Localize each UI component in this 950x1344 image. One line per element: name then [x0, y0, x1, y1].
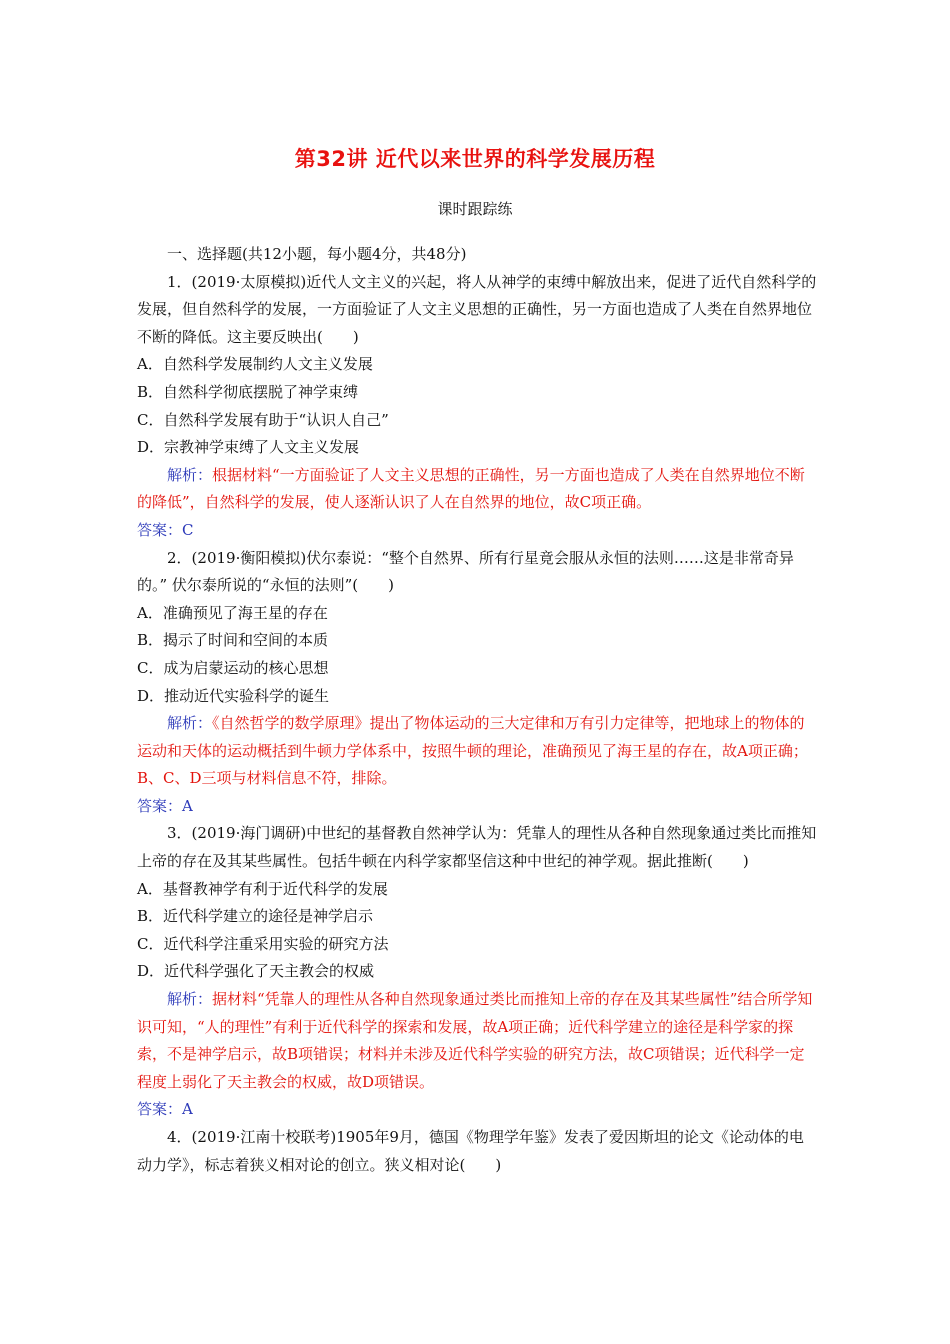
answer-value-1: C: [182, 520, 194, 539]
analysis-3: [137, 986, 817, 1096]
option-2d: D．推动近代实验科学的诞生: [137, 686, 330, 705]
analysis-label-1: 解析：: [167, 465, 213, 484]
answer-value-2: A: [182, 796, 193, 815]
option-2a: A．准确预见了海王星的存在: [137, 603, 328, 622]
question-stem-1: 1．(2019·太原模拟)近代人文主义的兴起，将人从神学的束缚中解放出来，促进了近代自然科学的发展，但自然科学的发展，一方面验证了人文主义思想的正确性，另一方面也造成了人类在自然界地位不断的降低。这主要反映出( ): [137, 272, 817, 346]
analysis-text-1: 根据材料“一方面验证了人文主义思想的正确性，另一方面也造成了人类在自然界地位不断的降低”，自然科学的发展，使人逐渐认识了人在自然界的地位，故C项正确。: [137, 465, 805, 512]
question-list: [137, 241, 817, 1179]
option-1c: C．自然科学发展有助于“认识人自己”: [137, 410, 389, 429]
answer-label-3: 答案：: [137, 1100, 183, 1119]
option-1a: A．自然科学发展制约人文主义发展: [137, 355, 373, 374]
page-subtitle: 课时跟踪练: [437, 200, 513, 218]
question-stem-3: 3．(2019·海门调研)中世纪的基督教自然神学认为：凭靠人的理性从各种自然现象通过类比而推知上帝的存在及其某些属性。包括牛顿在内科学家都坚信这种中世纪的神学观。据此推断( ): [137, 824, 817, 871]
analysis-label-2: 解析：: [167, 714, 213, 733]
answer-label-1: 答案：: [137, 520, 183, 539]
analysis-text-3: 据材料“凭靠人的理性从各种自然现象通过类比而推知上帝的存在及其某些属性”结合所学知识可知，“人的理性”有利于近代科学的探索和发展，故A项正确；近代科学建立的途径是科学家的探索，不是神学启示，故B项错误；材料并未涉及近代科学实验的研究方法，故C项错误；近代科学一定程度上弱化了天主教会的权威，故D项错误。: [137, 990, 813, 1091]
option-3a: A．基督教神学有利于近代科学的发展: [137, 879, 388, 898]
option-3b: B．近代科学建立的途径是神学启示: [137, 907, 374, 926]
question-stem-2: 2．(2019·衡阳模拟)伏尔泰说：“整个自然界、所有行星竟会服从永恒的法则……这是非常奇异的。” 伏尔泰所说的“永恒的法则”( ): [137, 548, 794, 595]
option-1d: D．宗教神学束缚了人文主义发展: [137, 438, 360, 457]
analysis-text-2: 《自然哲学的数学原理》提出了物体运动的三大定律和万有引力定律等，把地球上的物体的运动和天体的运动概括到牛顿力学体系中，按照牛顿的理论，准确预见了海王星的存在，故A项正确；B、C、D三项与材料信息不符，排除。: [137, 714, 808, 788]
option-3c: C．近代科学注重采用实验的研究方法: [137, 934, 389, 953]
option-3d: D．近代科学强化了天主教会的权威: [137, 962, 375, 981]
analysis-label-3: 解析：: [167, 990, 213, 1009]
answer-value-3: A: [182, 1100, 193, 1119]
section-heading: 一、选择题(共12小题，每小题4分，共48分): [167, 245, 467, 263]
page-title: 第32讲 近代以来世界的科学发展历程: [294, 147, 656, 171]
question-stem-4: 4．(2019·江南十校联考)1905年9月，德国《物理学年鉴》发表了爱因斯坦的论文《论动体的电动力学》，标志着狭义相对论的创立。狭义相对论( ): [137, 1128, 804, 1174]
answer-label-2: 答案：: [137, 796, 183, 815]
answer-2: [137, 793, 817, 821]
option-2c: C．成为启蒙运动的核心思想: [137, 658, 329, 677]
analysis-1: [137, 462, 817, 517]
analysis-2: [137, 710, 817, 793]
answer-3: [137, 1096, 817, 1124]
option-2b: B．揭示了时间和空间的本质: [137, 631, 329, 650]
answer-1: [137, 517, 817, 545]
option-1b: B．自然科学彻底摆脱了神学束缚: [137, 382, 359, 401]
